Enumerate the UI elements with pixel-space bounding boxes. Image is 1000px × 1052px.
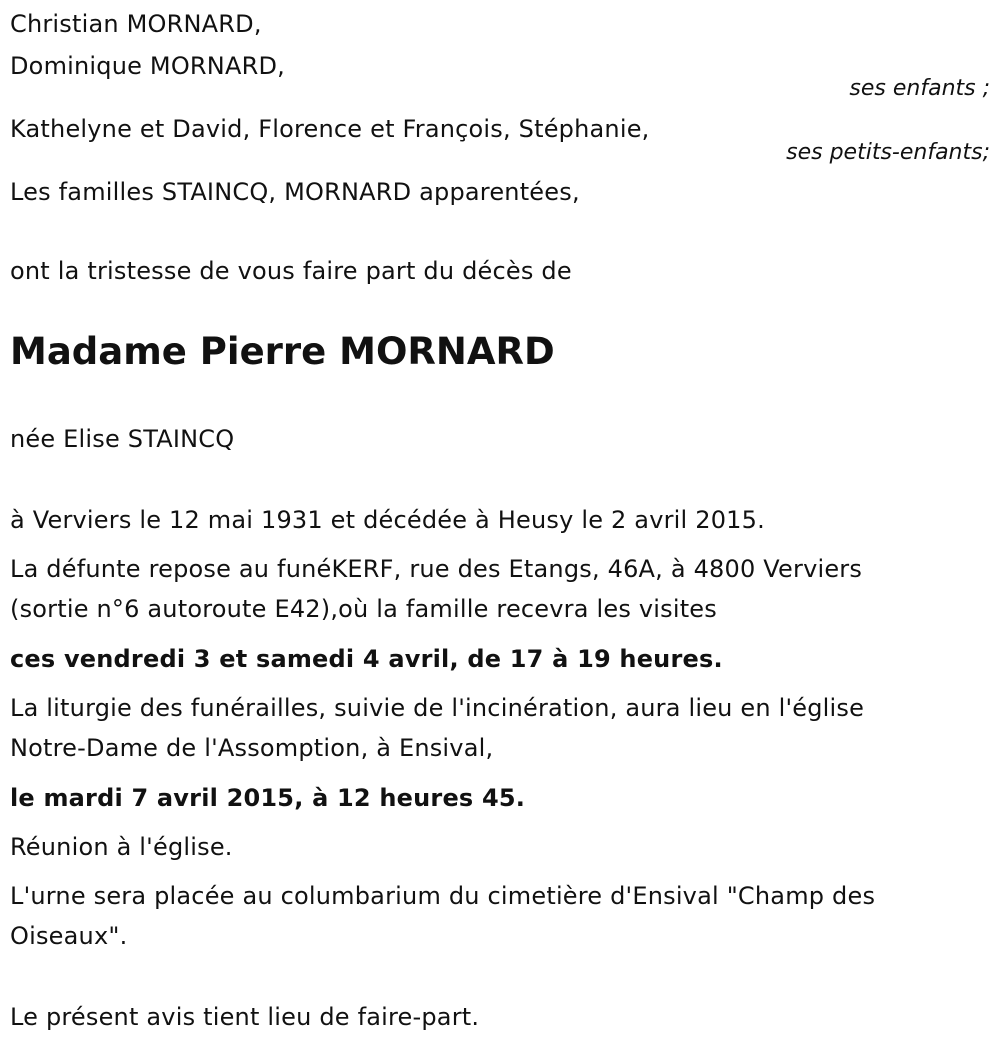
announcement-line: ont la tristesse de vous faire part du décès de bbox=[10, 257, 572, 285]
visitation-line-1: La défunte repose au funéKERF, rue des Etangs, 46A, à 4800 Verviers bbox=[10, 555, 863, 583]
urn-line-1: L'urne sera placée au columbarium du cimetière d'Ensival "Champ des bbox=[10, 882, 876, 910]
meeting-line: Réunion à l'église. bbox=[10, 833, 233, 861]
maiden-name: née Elise STAINCQ bbox=[10, 425, 235, 453]
visitation-line-2: (sortie n°6 autoroute E42),où la famille recevra les visites bbox=[10, 595, 717, 623]
child-name-1: Christian MORNARD, bbox=[10, 10, 262, 38]
deceased-name: Madame Pierre MORNARD bbox=[10, 330, 555, 373]
relatives-line: Les familles STAINCQ, MORNARD apparentées, bbox=[10, 178, 580, 206]
visitation-times: ces vendredi 3 et samedi 4 avril, de 17 à 19 heures. bbox=[10, 645, 723, 673]
urn-line-2: Oiseaux". bbox=[10, 922, 128, 950]
funeral-line-2: Notre-Dame de l'Assomption, à Ensival, bbox=[10, 734, 494, 762]
child-name-2: Dominique MORNARD, bbox=[10, 52, 285, 80]
closing-line: Le présent avis tient lieu de faire-part. bbox=[10, 1003, 480, 1031]
birth-death-line: à Verviers le 12 mai 1931 et décédée à Heusy le 2 avril 2015. bbox=[10, 506, 765, 534]
grandchildren-role-label: ses petits-enfants; bbox=[786, 140, 990, 165]
funeral-date: le mardi 7 avril 2015, à 12 heures 45. bbox=[10, 784, 526, 812]
grandchildren-names: Kathelyne et David, Florence et François, Stéphanie, bbox=[10, 115, 650, 143]
funeral-line-1: La liturgie des funérailles, suivie de l'incinération, aura lieu en l'église bbox=[10, 694, 865, 722]
children-role-label: ses enfants ; bbox=[849, 76, 990, 101]
